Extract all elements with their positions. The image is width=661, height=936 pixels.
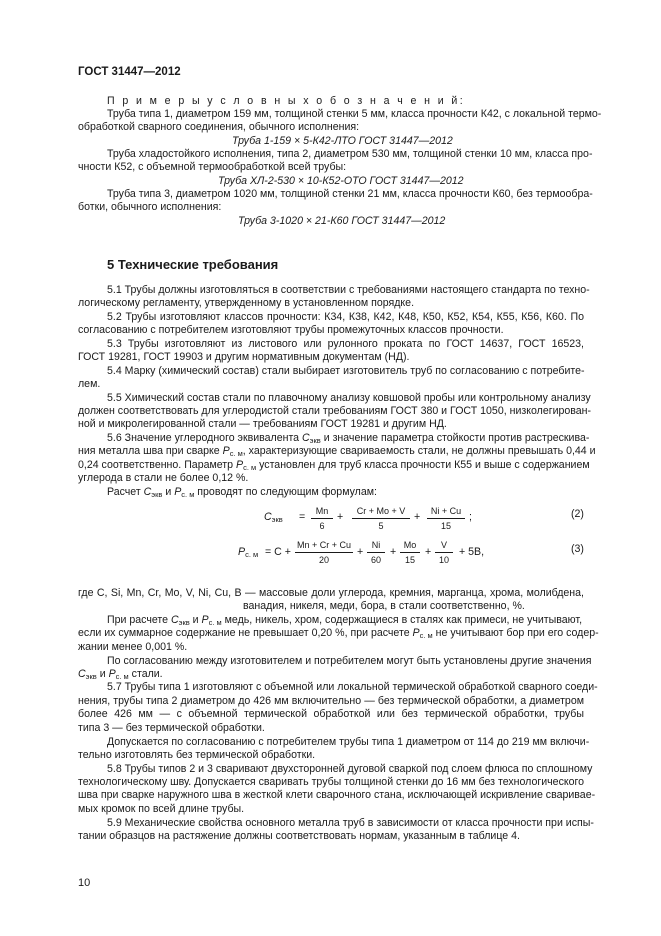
example-3-line-1: Труба типа 3, диаметром 1020 мм, толщиной стенки 21 мм, класса прочности К60, без термообра-	[107, 188, 593, 200]
formula-2-end: ;	[469, 511, 472, 523]
p58-line-2: технологическому шву. Допускается сваривать трубы толщиной стенки до 16 мм без технологического	[78, 776, 585, 788]
formula-2-plus: +	[414, 511, 421, 523]
p59-line-2: тании образцов на растяжение должны соответствовать нормам, указанным в таблице 4.	[78, 830, 520, 842]
p56-line-5: Расчет Cэкв и Pс. м проводят по следующим формулам:	[107, 486, 377, 499]
p57-line-3: более 426 мм — с объемной термической обработкой или без термической обработки, трубы	[78, 708, 584, 720]
p58-line-1: 5.8 Трубы типов 2 и 3 сваривают двухсторонней дуговой сваркой под слоем флюса по сплошному	[107, 763, 593, 775]
symbol-c-eq: Cэкв	[143, 486, 163, 499]
section-title: 5 Технические требования	[107, 257, 279, 272]
p56-line-3: 0,24 соответственно. Параметр Pс. м установлен для труб класса прочности К55 и выше с содержанием	[78, 459, 590, 472]
allow-line-1: Допускается по согласованию с потребителем трубы типа 1 диаметром от 114 до 219 мм включи-	[107, 736, 590, 748]
p53-line-1: 5.3 Трубы изготовляют из листового или рулонного проката по ГОСТ 14637, ГОСТ 16523,	[107, 338, 584, 350]
example-2-line-2: чности К52, с объемной термообработкой всей трубы:	[78, 161, 347, 173]
formula-2-num-3: Ni + Cu	[430, 506, 462, 516]
formula-2-den-2: 5	[378, 521, 384, 531]
formula-3-fraction-bar	[295, 552, 353, 553]
calc-line-1: При расчете Cэкв и Pс. м медь, никель, хром, содержащиеся в сталях как примеси, не учитывают,	[107, 614, 583, 627]
formula-2-num-2: Cr + Mo + V	[356, 506, 406, 516]
p59-line-1: 5.9 Механические свойства основного металла труб в зависимости от класса прочности при испы-	[107, 817, 594, 829]
formula-2-num-1: Mn	[315, 506, 329, 516]
formula-3-num-4: V	[440, 540, 447, 550]
symbol-p-cm: Pс. м	[236, 459, 257, 472]
symbol-p-cm: Pс. м	[201, 614, 222, 627]
symbol-p-cm: Pс. м	[108, 668, 129, 681]
formula-3-fraction-bar	[367, 552, 385, 553]
formula-3-den-3: 15	[404, 555, 415, 565]
example-1-line-1: Труба типа 1, диаметром 159 мм, толщиной стенки 5 мм, класса прочности К42, с локальной термо-	[107, 108, 602, 120]
p54-line-2: лем.	[78, 378, 101, 390]
p54-line-1: 5.4 Марку (химический состав) стали выбирает изготовитель труб по согласованию с потребите-	[107, 365, 585, 377]
p51-line-1: 5.1 Трубы должны изготовляться в соответствии с требованиями настоящего стандарта по техно-	[107, 284, 590, 296]
symbol-p-cm: Pс. м	[174, 486, 195, 499]
formula-3-plus: +	[357, 546, 364, 558]
allow-line-2: тельно изготовлять без термической обработки.	[78, 749, 316, 761]
example-2-code: Труба ХЛ-2-530 × 10-К52-ОТО ГОСТ 31447—2012	[218, 175, 464, 187]
examples-heading: П р и м е р ы у с л о в н ы х о б о з н а ч е н и й:	[107, 95, 466, 107]
formula-3-num-3: Mo	[403, 540, 417, 550]
p55-line-2: должен соответствовать для углеродистой стали требованиям ГОСТ 380 и ГОСТ 1050, низколегирован-	[78, 405, 592, 417]
formula-3-start: = C +	[265, 546, 291, 558]
formula-3-den-2: 60	[370, 555, 381, 565]
example-3-line-2: ботки, обычного исполнения:	[78, 201, 222, 213]
formula-3-end: + 5B,	[459, 546, 485, 558]
p57-line-1: 5.7 Трубы типа 1 изготовляют с объемной или локальной термической обработкой сварного соеди-	[107, 681, 598, 693]
p52-line-2: согласованию с потребителем изготовляют трубы промежуточных классов прочности.	[78, 324, 504, 336]
formula-3-fraction-bar	[400, 552, 420, 553]
where-line-1: где C, Si, Mn, Cr, Mo, V, Ni, Cu, B — массовые доли углерода, кремния, марганца, хрома, молибдена,	[78, 587, 584, 599]
p52-line-1: 5.2 Трубы изготовляют классов прочности: К34, К38, К42, К48, К50, К52, К54, К55, К56, К60. По	[107, 311, 584, 323]
formula-3-plus: +	[425, 546, 432, 558]
agree-line-1: По согласованию между изготовителем и потребителем могут быть установлены другие значения	[107, 655, 592, 667]
where-line-2: ванадия, никеля, меди, бора, в стали соответственно, %.	[243, 600, 525, 612]
formula-3-fraction-bar	[435, 552, 453, 553]
formula-3-number: (3)	[571, 543, 584, 555]
p55-line-3: ной и микролегированной стали — требованиям ГОСТ 19281 и другим НД.	[78, 418, 447, 430]
p56-line-2: ния металла шва при сварке Pс. м, характеризующие свариваемость стали, не должны превышать 0,44 и	[78, 445, 596, 458]
calc-line-3: жании менее 0,001 %.	[78, 641, 188, 653]
example-3-code: Труба 3-1020 × 21-К60 ГОСТ 31447—2012	[238, 215, 446, 227]
formula-3-plus: +	[390, 546, 397, 558]
p57-line-2: нения, трубы типа 2 диаметром до 426 мм включительно — без термической обработки, а диаметром	[78, 695, 584, 707]
symbol-c-eq: Cэкв	[302, 432, 321, 445]
calc-line-2: если их суммарное содержание не превышает 0,20 %, при расчете Pс. м не учитывают бор при его содер-	[78, 627, 599, 640]
formula-3-den-4: 10	[438, 555, 449, 565]
p56-line-4: углерода в стали не более 0,12 %.	[78, 472, 249, 484]
formula-2-plus: +	[337, 511, 344, 523]
example-1-line-2: обработкой сварного соединения, обычного исполнения:	[78, 121, 360, 133]
p56-line-1: 5.6 Значение углеродного эквивалента Cэкв и значение параметра стойкости против растрескива-	[107, 432, 590, 445]
symbol-p-cm: Pс. м	[412, 627, 433, 640]
formula-2-den-1: 6	[319, 521, 325, 531]
agree-line-2: Cэкв и Pс. м стали.	[78, 668, 163, 681]
formula-2-fraction-bar	[352, 518, 410, 519]
p55-line-1: 5.5 Химический состав стали по плавочному анализу ковшовой пробы или контрольному анализу	[107, 392, 591, 404]
formula-3-num-2: Ni	[371, 540, 381, 550]
example-2-line-1: Труба хладостойкого исполнения, типа 2, диаметром 530 мм, толщиной стенки 10 мм, класса про-	[107, 148, 593, 160]
formula-3-lhs: Pс. м	[238, 546, 259, 559]
symbol-c-eq: Cэкв	[78, 668, 97, 681]
p57-line-4: типа 3 — без термической обработки.	[78, 722, 265, 734]
formula-2-lhs: Cэкв	[264, 511, 283, 524]
symbol-c-eq: Cэкв	[170, 614, 190, 627]
formula-2-fraction-bar	[427, 518, 465, 519]
document-header: ГОСТ 31447—2012	[78, 66, 181, 78]
formula-3-den-1: 20	[318, 555, 329, 565]
p53-line-2: ГОСТ 19281, ГОСТ 19903 и другим нормативным документам (НД).	[78, 351, 410, 363]
symbol-p-cm: Pс. м	[222, 445, 243, 458]
p51-line-2: логическому регламенту, утвержденному в установленном порядке.	[78, 297, 415, 309]
page-number: 10	[78, 877, 91, 889]
formula-3-num-1: Mn + Cr + Cu	[296, 540, 352, 550]
example-1-code: Труба 1-159 × 5-К42-ЛТО ГОСТ 31447—2012	[232, 135, 453, 147]
p58-line-3: шва при сварке наружного шва в жесткой клети сварочного стана, исключающей искривление сваривае-	[78, 789, 596, 801]
formula-2-number: (2)	[571, 508, 584, 520]
formula-2-equals: =	[299, 511, 306, 523]
p58-line-4: мых кромок по всей длине трубы.	[78, 803, 245, 815]
formula-2-fraction-bar	[311, 518, 333, 519]
formula-2-den-3: 15	[440, 521, 451, 531]
